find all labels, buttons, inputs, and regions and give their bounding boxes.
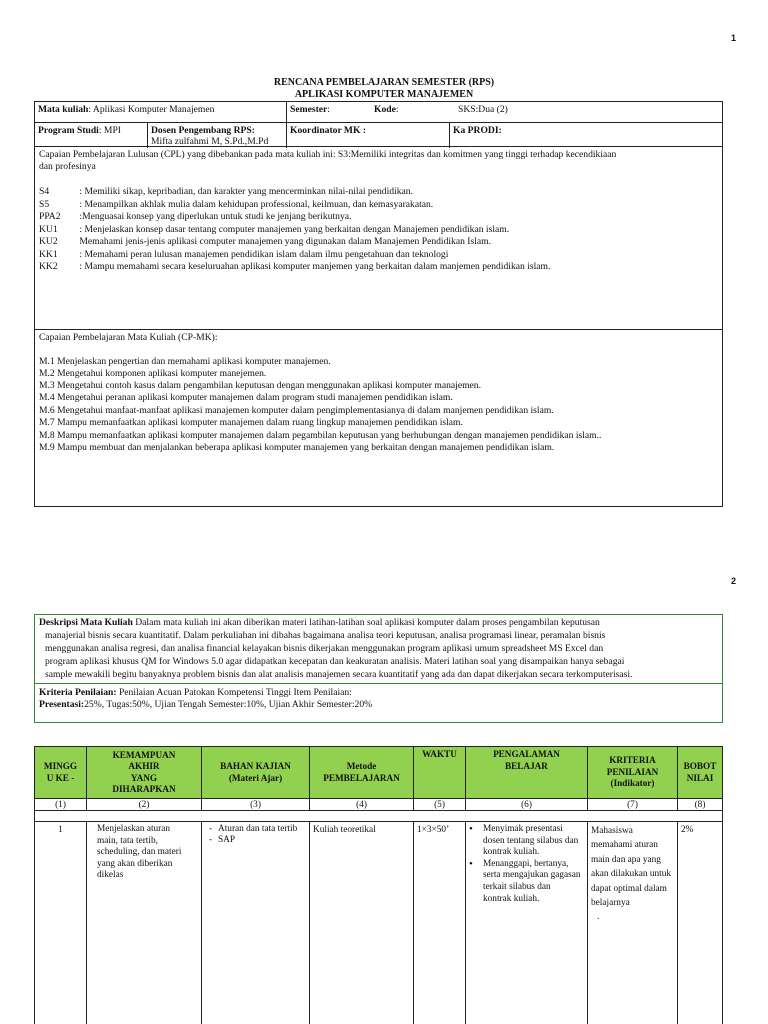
header-kemampuan: KEMAMPUAN AKHIR YANG DIHARAPKAN [86,746,202,799]
list-item: • Menyimak presentasi dosen tentang silabus dan kontrak kuliah. [469,824,581,859]
col-number: (3) [201,798,310,811]
cpmk-section [34,330,723,507]
program-studi-label: Program Studi [38,125,99,136]
kode-label: Kode [374,104,396,115]
document-subtitle: APLIKASI KOMPUTER MANAJEMEN [294,89,474,100]
deskripsi-line: Deskripsi Mata Kuliah Dalam mata kuliah ini akan diberikan materi latihan-latihan soal aplikasi komputer dalam proses pengambilan keputusan [39,617,600,628]
cpl-item: KU2 Memahami jenis-jenis aplikasi computer manajemen yang digunakan dalam Manajemen Pendidikan Islam. [39,236,492,247]
cpl-intro: Capaian Pembelajaran Lulusan (CPL) yang dibebankan pada mata kuliah ini: S3:Memiliki integritas dan komitmen yang tinggi terhadap kecendikiaan [39,149,617,160]
list-item: - Aturan dan tata tertib [208,824,306,835]
mata-kuliah-label: Mata kuliah [38,104,89,115]
cpmk-item: M.6 Mengetahui manfaat-manfaat aplikasi manajemen komputer dalam pengimplementasianya di dalam manjemen pendidikan islam. [39,405,554,416]
cpl-item: KU1 : Menjelaskan konsep dasar tentang computer manajemen yang berkaitan dengan Manajemen pendidikan islam. [39,224,510,235]
header-bobot: BOBOT NILAI [677,746,723,799]
cpl-item: PPA2 :Menguasai konsep yang diperlukan untuk studi ke jenjang berikutnya. [39,211,352,222]
cpmk-item: M.7 Mampu memanfaatkan aplikasi komputer manajemen dalam ruang lingkup manajemen pendidikan islam. [39,417,463,428]
deskripsi-label: Deskripsi Mata Kuliah [39,617,133,628]
cpmk-item: M.3 Mengetahui contoh kasus dalam pengambilan keputusan dengan menggunakan aplikasi komputer manajemen. [39,380,481,391]
kode-cell [371,103,451,117]
table-row-bahan [201,821,310,1024]
cpmk-item: M.4 Mengetahui peranan aplikasi komputer manajemen dalam program studi manajemen pendidikan islam. [39,392,453,403]
semester-cell [287,103,377,117]
col-number: (2) [86,798,202,811]
dosen-cell [148,124,286,148]
list-item: • Menanggapi, bertanya, serta mengajukan gagasan terkait silabus dan kontrak kuliah. [469,859,581,905]
col-number: (7) [587,798,678,811]
header-bahan-kajian: BAHAN KAJIAN (Materi Ajar) [201,746,310,799]
header-kriteria: KRITERIA PENILAIAN (Indikator) [587,746,678,799]
cpl-item: S4 : Memiliki sikap, kepribadian, dan karakter yang mencerminkan nilai-nilai pendidikan. [39,186,413,197]
cpl-item: S5 : Menampilkan akhlak mulia dalam kehidupan professional, keilmuan, dan kemasyarakatan. [39,199,434,210]
col-number: (8) [677,798,723,811]
cpmk-item: M.8 Mampu memanfaatkan aplikasi komputer manajemen dalam pegambilan keputusan yang berhubungan dengan manajemen pendidikan islam.. [39,430,602,441]
header-pengalaman: PENGALAMAN BELAJAR [465,746,588,799]
col-number: (6) [465,798,588,811]
sks-cell: SKS:Dua (2) [458,104,508,115]
deskripsi-section [34,614,723,723]
table-row-kemampuan: Menjelaskan aturan main, tata tertib, scheduling, dan materi yang akan diberikan dikelas [86,821,202,1024]
deskripsi-line: sample mewakili begitu banyaknya problem bisnis dan alat analisis manajemen secara kuantitatif yang ada dan dapat dikerjakan secara terkomputerisasi. [45,669,633,680]
table-row-pengalaman [465,821,588,1024]
table-row-minggu: 1 [34,821,87,1024]
cpmk-item: M.2 Mengetahui komponen aplikasi komputer manejemen. [39,368,267,379]
cpl-intro-continued: dan profesinya [39,161,96,172]
cpl-item: KK2 : Mampu memahami secara keseluruahan aplikasi komputer manjemen yang berkaitan dalam manjemen pendidikan islam. [39,261,551,272]
mata-kuliah-value: : Aplikasi Komputer Manajemen [88,104,215,115]
cpl-item: KK1 : Memahami peran lulusan manajemen pendidikan islam dalam ilmu pengetahuan dan teknologi [39,249,449,260]
header-waktu: WAKTU [413,746,466,799]
mata-kuliah-cell [35,103,286,117]
dosen-label: Dosen Pengembang RPS: [151,125,255,136]
weekly-plan-table [34,746,723,1024]
cpmk-intro: Capaian Pembelajaran Mata Kuliah (CP-MK): [39,332,218,343]
header-minggu: MINGG U KE - [34,746,87,799]
document-title: RENCANA PEMBELAJARAN SEMESTER (RPS) [273,77,495,88]
page-number-1: 1 [730,33,736,43]
koordinator-label: Koordinator MK : [290,125,367,136]
presentasi-bobot: Presentasi:25%, Tugas:50%, Ujian Tengah Semester:10%, Ujian Akhir Semester:20% [39,699,373,710]
table-row-waktu: 1×3×50’ [413,821,466,1024]
cpl-section [34,147,723,330]
deskripsi-line: menggunakan analisa regresi, dan analisa financial kelayakan bisnis dikerjakan menggunakan program aplikasi umum spreadsheet MS Excel dan [45,643,604,654]
col-number: (5) [413,798,466,811]
semester-value: : [327,104,330,115]
col-number: (1) [34,798,87,811]
kriteria-penilaian: Kriteria Penilaian: Penilaian Acuan Patokan Kompetensi Tinggi Item Penilaian: [39,687,352,698]
header-metode: Metode PEMBELAJARAN [309,746,414,799]
program-studi-value: : MPI [98,125,121,136]
page-number-2: 2 [730,576,736,586]
cpmk-item: M.9 Mampu membuat dan menjalankan beberapa aplikasi komputer manajemen yang berkaitan dengan manajemen pendidikan islam. [39,442,555,453]
kaprodi-label: Ka PRODI: [453,125,502,136]
deskripsi-line: program aplikasi khusus QM for Windows 5.0 agar didapatkan kecepatan dan keakuratan analisis. Materi latihan soal yang disampaikan hanya sebagai [45,656,625,667]
course-header-table [34,101,723,147]
cpmk-item: M.1 Menjelaskan pengertian dan memahami aplikasi komputer manajemen. [39,356,331,367]
deskripsi-line: manajerial bisnis secara kuantitatif. Dalam perkuliahan ini dibahas bagaimana analisa teori keputusan, analisa programasi linear, peramalan bisnis [45,630,606,641]
table-row-metode: Kuliah teoretikal [309,821,414,1024]
semester-label: Semester [290,104,328,115]
kode-value: : [395,104,399,115]
list-item: - SAP [208,835,306,846]
program-studi-cell [35,124,147,138]
table-row-kriteria: Mahasiswa memahami aturan main dan apa yang akan dilakukan untuk dapat optimal dalam belajarnya . [587,821,678,1024]
table-row-bobot: 2% [677,821,723,1024]
dosen-value: Mifta zulfahmi M, S.Pd.,M.Pd [151,136,269,148]
col-number: (4) [309,798,414,811]
